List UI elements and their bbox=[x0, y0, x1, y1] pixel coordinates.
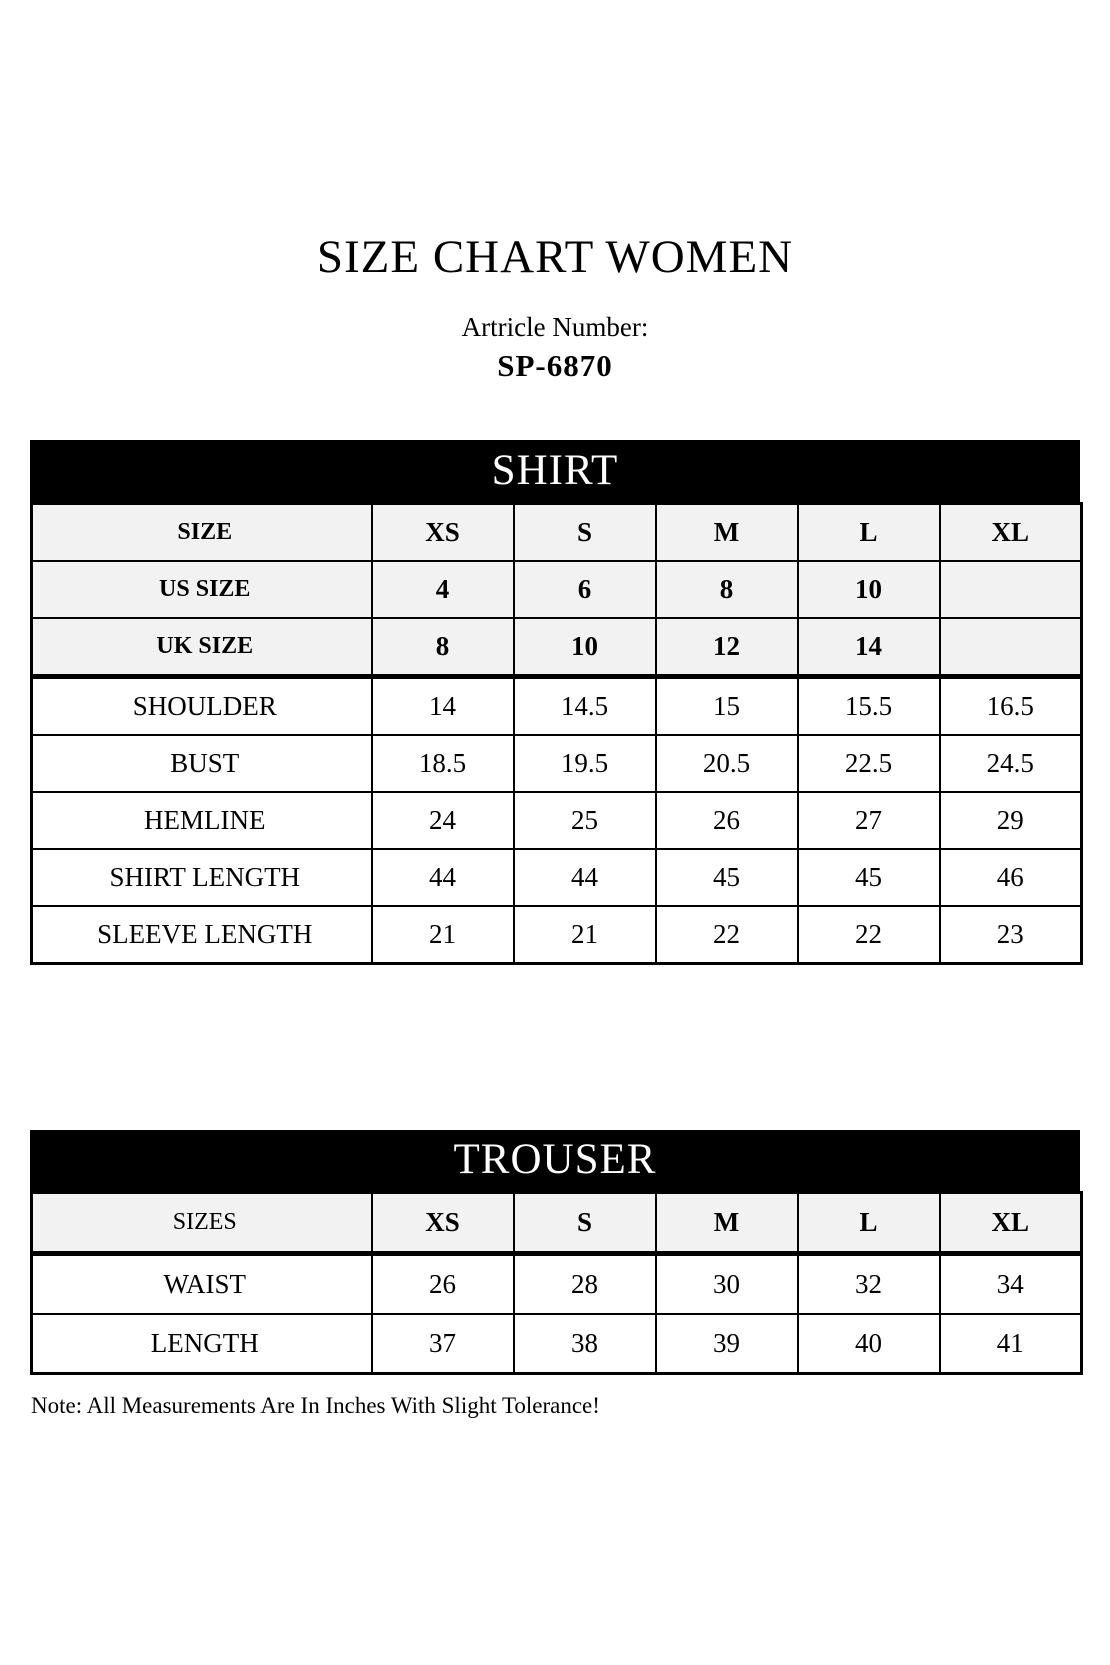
size-value: 18.5 bbox=[372, 735, 514, 792]
row-label: BUST bbox=[32, 735, 372, 792]
trouser-table-title: TROUSER bbox=[30, 1130, 1080, 1191]
size-value: 26 bbox=[372, 1254, 514, 1315]
shirt-header-row bbox=[32, 504, 1082, 562]
size-value: 14.5 bbox=[514, 677, 656, 736]
trouser-row-waist bbox=[32, 1254, 1082, 1315]
size-value: 12 bbox=[656, 618, 798, 677]
trouser-table bbox=[30, 1191, 1083, 1375]
shirt-table bbox=[30, 502, 1083, 965]
size-value: 15.5 bbox=[798, 677, 940, 736]
size-value: 23 bbox=[940, 906, 1082, 964]
size-value: 28 bbox=[514, 1254, 656, 1315]
size-value: 32 bbox=[798, 1254, 940, 1315]
column-header: XS bbox=[372, 504, 514, 562]
article-number-label: Artricle Number: bbox=[461, 312, 649, 342]
row-label: US SIZE bbox=[32, 561, 372, 618]
column-header: M bbox=[656, 504, 798, 562]
size-value: 29 bbox=[940, 792, 1082, 849]
row-label: SHIRT LENGTH bbox=[32, 849, 372, 906]
size-value: 15 bbox=[656, 677, 798, 736]
size-value: 22 bbox=[656, 906, 798, 964]
row-label: SIZE bbox=[32, 504, 372, 562]
size-value: 10 bbox=[514, 618, 656, 677]
size-value: 45 bbox=[656, 849, 798, 906]
row-label: SHOULDER bbox=[32, 677, 372, 736]
size-value: 45 bbox=[798, 849, 940, 906]
size-value: 22 bbox=[798, 906, 940, 964]
size-value: 37 bbox=[372, 1314, 514, 1374]
size-value: 26 bbox=[656, 792, 798, 849]
size-value: 40 bbox=[798, 1314, 940, 1374]
size-value: 30 bbox=[656, 1254, 798, 1315]
shirt-row-us-size bbox=[32, 561, 1082, 618]
size-value: 14 bbox=[798, 618, 940, 677]
column-header: XL bbox=[940, 504, 1082, 562]
row-label: LENGTH bbox=[32, 1314, 372, 1374]
shirt-row-shirt-length bbox=[32, 849, 1082, 906]
column-header: S bbox=[514, 504, 656, 562]
column-header: XS bbox=[372, 1193, 514, 1254]
size-value: 20.5 bbox=[656, 735, 798, 792]
size-value bbox=[940, 618, 1082, 677]
size-value: 38 bbox=[514, 1314, 656, 1374]
column-header: M bbox=[656, 1193, 798, 1254]
row-label: WAIST bbox=[32, 1254, 372, 1315]
size-value: 16.5 bbox=[940, 677, 1082, 736]
row-label: UK SIZE bbox=[32, 618, 372, 677]
size-value: 14 bbox=[372, 677, 514, 736]
size-value: 4 bbox=[372, 561, 514, 618]
shirt-size-table bbox=[30, 440, 1080, 965]
column-header: S bbox=[514, 1193, 656, 1254]
shirt-row-shoulder bbox=[32, 677, 1082, 736]
size-value: 10 bbox=[798, 561, 940, 618]
size-value: 21 bbox=[514, 906, 656, 964]
size-value: 44 bbox=[514, 849, 656, 906]
article-number-value: SP-6870 bbox=[497, 348, 613, 383]
shirt-row-hemline bbox=[32, 792, 1082, 849]
size-value: 44 bbox=[372, 849, 514, 906]
page-title: SIZE CHART WOMEN bbox=[316, 231, 794, 283]
shirt-row-uk-size bbox=[32, 618, 1082, 677]
shirt-row-bust bbox=[32, 735, 1082, 792]
size-value: 6 bbox=[514, 561, 656, 618]
measurement-note: Note: All Measurements Are In Inches With Slight Tolerance! bbox=[31, 1393, 600, 1418]
column-header: L bbox=[798, 504, 940, 562]
size-value: 24.5 bbox=[940, 735, 1082, 792]
trouser-row-length bbox=[32, 1314, 1082, 1374]
row-label: SLEEVE LENGTH bbox=[32, 906, 372, 964]
size-value: 8 bbox=[656, 561, 798, 618]
size-value: 39 bbox=[656, 1314, 798, 1374]
trouser-size-table bbox=[30, 1130, 1080, 1375]
size-value: 25 bbox=[514, 792, 656, 849]
size-value bbox=[940, 561, 1082, 618]
size-value: 24 bbox=[372, 792, 514, 849]
size-value: 8 bbox=[372, 618, 514, 677]
size-value: 46 bbox=[940, 849, 1082, 906]
size-value: 41 bbox=[940, 1314, 1082, 1374]
column-header: XL bbox=[940, 1193, 1082, 1254]
shirt-table-title: SHIRT bbox=[30, 440, 1080, 502]
size-value: 22.5 bbox=[798, 735, 940, 792]
size-value: 27 bbox=[798, 792, 940, 849]
row-label: HEMLINE bbox=[32, 792, 372, 849]
trouser-header-row bbox=[32, 1193, 1082, 1254]
row-label: SIZES bbox=[32, 1193, 372, 1254]
size-value: 19.5 bbox=[514, 735, 656, 792]
size-value: 34 bbox=[940, 1254, 1082, 1315]
size-value: 21 bbox=[372, 906, 514, 964]
column-header: L bbox=[798, 1193, 940, 1254]
shirt-row-sleeve-length bbox=[32, 906, 1082, 964]
